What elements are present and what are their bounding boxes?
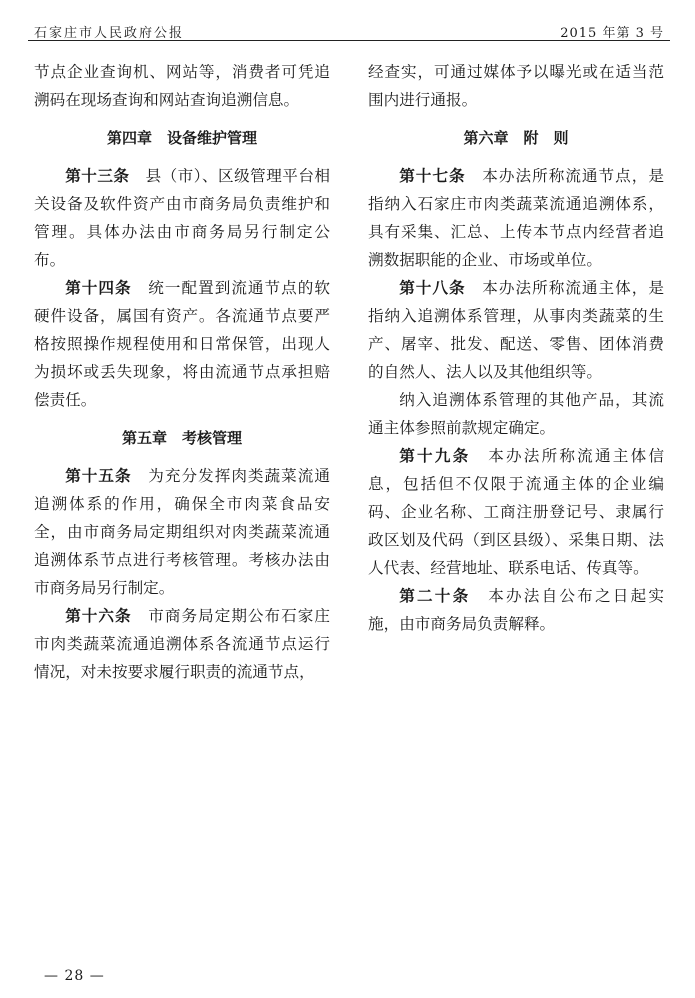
chapter-heading: 第四章 设备维护管理 [106,129,257,147]
article-title: 第十九条 [399,447,471,465]
paragraph: 经查实，可通过媒体予以曝光或在适当范围内进行通报。 [368,63,664,109]
page-number: — 28 — [44,968,105,984]
article-17 [368,162,664,274]
article-text: 县（市）、区级管理平台相关设备及软件资产由市商务局负责维护和管理。具体办法由市商务局另行制定公布。 [34,167,330,269]
article-18 [368,274,664,386]
left-column [34,58,330,686]
article-text: 本办法所称流通节点，是指纳入石家庄市肉类蔬菜流通追溯体系，具有采集、汇总、上传本节点内经营者追溯数据职能的企业、市场或单位。 [368,167,664,269]
article-20 [368,582,664,638]
page-header [28,18,670,41]
right-column [368,58,664,638]
paragraph: 纳入追溯体系管理的其他产品，其流通主体参照前款规定确定。 [368,391,664,437]
article-title: 第二十条 [399,587,471,605]
article-19 [368,442,664,582]
article-title: 第十六条 [65,607,132,625]
article-text: 市商务局定期公布石家庄市肉类蔬菜流通追溯体系各流通节点运行情况，对未按要求履行职责的流通节点， [34,607,330,681]
article-13 [34,162,330,274]
article-title: 第十七条 [399,167,466,185]
chapter-heading: 第六章 附 则 [463,129,569,147]
article-15 [34,462,330,602]
issue-number: 2015 年第 3 号 [560,26,664,41]
article-text: 统一配置到流通节点的软硬件设备，属国有资产。各流通节点要严格按照操作规程使用和日常保管，出现人为损坏或丢失现象，将由流通节点承担赔偿责任。 [34,279,330,409]
article-text: 本办法自公布之日起实施，由市商务局负责解释。 [368,587,664,633]
article-text: 本办法所称流通主体信息，包括但不仅限于流通主体的企业编码、企业名称、工商注册登记号、隶属行政区划及代码（到区县级）、采集日期、法人代表、经营地址、联系电话、传真等。 [368,447,664,577]
article-14 [34,274,330,414]
article-text: 本办法所称流通主体，是指纳入追溯体系管理，从事肉类蔬菜的生产、屠宰、批发、配送、零售、团体消费的自然人、法人以及其他组织等。 [368,279,664,381]
article-title: 第十三条 [65,167,130,185]
article-title: 第十五条 [65,467,132,485]
paragraph: 节点企业查询机、网站等，消费者可凭追溯码在现场查询和网站查询追溯信息。 [34,63,330,109]
article-text: 为充分发挥肉类蔬菜流通追溯体系的作用，确保全市肉菜食品安全，由市商务局定期组织对肉类蔬菜流通追溯体系节点进行考核管理。考核办法由市商务局另行制定。 [34,467,330,597]
article-16 [34,602,330,686]
article-title: 第十四条 [65,279,132,297]
publication-title: 石家庄市人民政府公报 [34,26,185,41]
article-title: 第十八条 [399,279,466,297]
chapter-heading: 第五章 考核管理 [121,429,242,447]
